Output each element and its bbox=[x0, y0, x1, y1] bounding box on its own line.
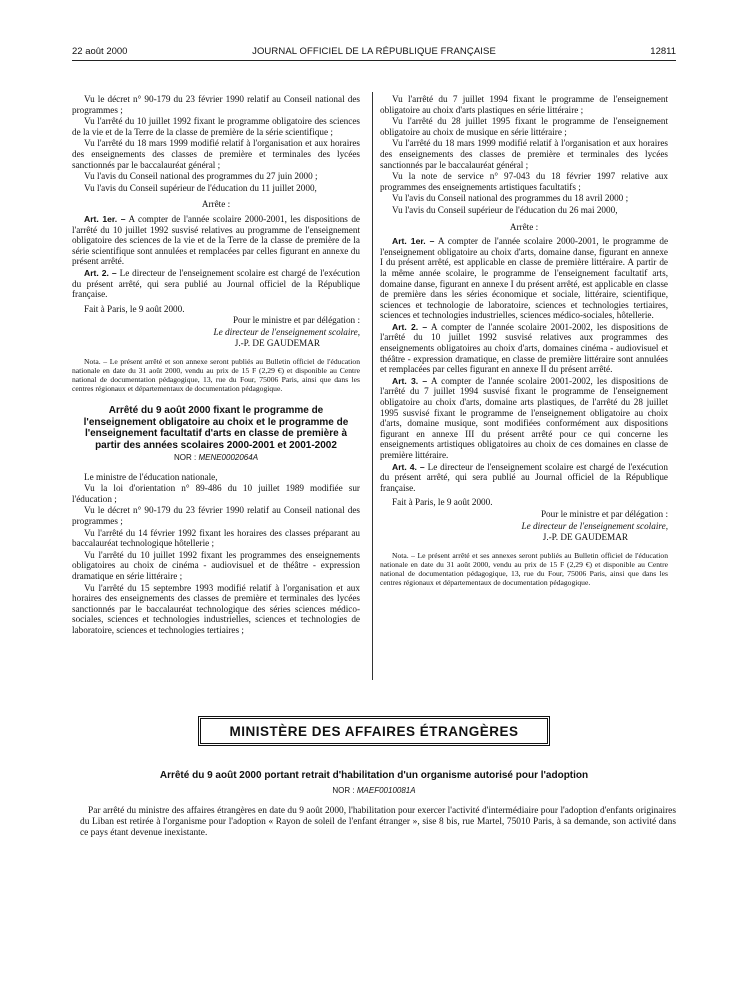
nor-reference bbox=[72, 786, 676, 795]
body-paragraph: Vu l'arrêté du 14 février 1992 fixant les horaires des classes préparant au baccalauréat technologique hôtellerie ; bbox=[72, 527, 360, 549]
signature-line-1: Pour le ministre et par délégation : bbox=[232, 315, 360, 326]
journal-title: JOURNAL OFFICIEL DE LA RÉPUBLIQUE FRANÇAISE bbox=[252, 46, 496, 57]
body-paragraph: Vu l'arrêté du 15 septembre 1993 modifié relatif à l'organisation et aux horaires des enseignements des classes de première et terminales des lycées sanctionnés par le baccalauréat technologique des séries sciences médico-sociales, sciences et technologies industrielles, sciences et technologies de laboratoire, sciences et technologies tertiaires ; bbox=[72, 582, 360, 635]
article-text: A compter de l'année scolaire 2000-2001, les dispositions de l'arrêté du 10 juillet 1992 susvisé relatives au programme de l'enseignement obligatoire des sciences de la vie et de la Terre de la classe de première de la série scientifique sont annulées et remplacées par celles figurant en annexe du présent arrêté. bbox=[72, 213, 361, 267]
body-paragraph: Par arrêté du ministre des affaires étrangères en date du 9 août 2000, l'habilitation pour exercer l'activité d'intermédiaire pour l'adoption d'enfants originaires du Liban est retirée à l'organisme pour l'adoption « Rayon de soleil de l'enfant étranger », sise 8 bis, rue Martel, 75010 Paris, à sa demande, son activité dans ce pays étant devenue inexistante. bbox=[80, 806, 676, 839]
signature-line-2: Le directeur de l'enseignement scolaire, bbox=[521, 520, 668, 531]
body-paragraph: Vu le décret n° 90-179 du 23 février 1990 relatif au Conseil national des programmes ; bbox=[72, 505, 360, 527]
nor-label: NOR : bbox=[332, 786, 355, 795]
article-label: Art. 2. – bbox=[392, 321, 428, 332]
column-divider bbox=[372, 92, 373, 680]
footnote: Nota. – Le présent arrêté et ses annexes seront publiés au Bulletin officiel de l'éducation nationale en date du 31 août 2000, vendu au prix de 15 F (2,29 €) et disponible au Centre national de documentation pédagogique, 13, rue du Four, 75006 Paris, ainsi que dans les centres régionaux et départementaux de documentation pédagogique. bbox=[380, 550, 668, 587]
article-label: Art. 1er. – bbox=[84, 213, 126, 224]
body-paragraph: Le ministre de l'éducation nationale, bbox=[84, 471, 218, 482]
visa-paragraph: Vu l'avis du Conseil national des programmes du 27 juin 2000 ; bbox=[84, 171, 318, 182]
article-3 bbox=[380, 376, 668, 461]
visa-paragraph: Vu l'arrêté du 10 juillet 1992 fixant le programme obligatoire des sciences de la vie et de la Terre de la classe de première de la série scientifique ; bbox=[72, 116, 360, 137]
header-date: 22 août 2000 bbox=[72, 46, 128, 57]
page-header bbox=[72, 46, 676, 61]
article-text: Le directeur de l'enseignement scolaire est chargé de l'exécution du présent arrêté, qui sera publié au Journal officiel de la République française. bbox=[380, 461, 668, 493]
visa-paragraph: Vu l'arrêté du 18 mars 1999 modifié relatif à l'organisation et aux horaires des enseignements des classes de première et terminales des lycées sanctionnés par le baccalauréat général ; bbox=[72, 138, 360, 170]
visa-paragraph: Vu le décret n° 90-179 du 23 février 1990 relatif au Conseil national des programmes ; bbox=[72, 94, 360, 115]
visa-paragraph: Vu l'avis du Conseil supérieur de l'éducation du 11 juillet 2000, bbox=[84, 182, 317, 193]
done-at: Fait à Paris, le 9 août 2000. bbox=[84, 303, 185, 314]
signatory-name: J.-P. DE GAUDEMAR bbox=[542, 532, 628, 543]
decree-title: Arrêté du 9 août 2000 portant retrait d'habilitation d'un organisme autorisé pour l'adoption bbox=[159, 770, 589, 781]
visa-paragraph: Vu l'arrêté du 7 juillet 1994 fixant le programme de l'enseignement obligatoire au choix d'arts plastiques en série littéraire ; bbox=[380, 94, 668, 115]
footnote: Nota. – Le présent arrêté et son annexe seront publiés au Bulletin officiel de l'éducation nationale en date du 31 août 2000, vendu au prix de 15 F (2,29 €) et disponible au Centre national de documentation pédagogique, 13, rue du Four, 75006 Paris, ainsi que dans les centres régionaux et départementaux de documentation pédagogique. bbox=[72, 357, 360, 394]
article-label: Art. 1er. – bbox=[392, 236, 435, 247]
article-text: A compter de l'année scolaire 2000-2001, le programme de l'enseignement obligatoire au choix d'arts, domaine danse, figurant en annexe I du présent arrêté, est applicable en classe de première littéraire. A partir de la même année scolaire, le programme de l'enseignement facultatif arts, domaine danse, figurant en annexe I du présent arrêté, est applicable en classe de première dans les séries économique et sociale, littéraire, scientifique, sciences et technologie de laboratoire, sciences et technologies tertiaires, sciences et technologies industrielles, sciences médico-sociales, hôtellerie. bbox=[380, 236, 669, 321]
article-1 bbox=[380, 236, 668, 321]
nor-code: MAEF0010081A bbox=[356, 786, 416, 795]
visa-paragraph: Vu l'avis du Conseil supérieur de l'éducation du 26 mai 2000, bbox=[392, 204, 618, 215]
signature-line-1: Pour le ministre et par délégation : bbox=[540, 508, 668, 519]
article-label: Art. 3. – bbox=[392, 375, 428, 386]
article-1 bbox=[72, 214, 360, 267]
article-2 bbox=[380, 322, 668, 375]
visa-paragraph: Vu l'avis du Conseil national des programmes du 18 avril 2000 ; bbox=[392, 193, 629, 204]
nor-reference bbox=[72, 453, 360, 464]
arrete-heading: Arrête : bbox=[509, 221, 539, 232]
nor-code: MENE0002064A bbox=[198, 453, 259, 463]
article-4 bbox=[380, 462, 668, 494]
article-text: Le directeur de l'enseignement scolaire est chargé de l'exécution du présent arrêté, qui sera publié au Journal officiel de la République française. bbox=[72, 267, 360, 300]
decree-title: Arrêté du 9 août 2000 fixant le programme de l'enseignement obligatoire au choix et le programme de l'enseignement facultatif d'arts en classe de première à partir des années scolaires 2000-2001 et 2001-2002 bbox=[83, 405, 349, 451]
body-paragraph: Vu la loi d'orientation n° 89-486 du 10 juillet 1989 modifiée sur l'éducation ; bbox=[72, 483, 360, 504]
decree-body bbox=[80, 806, 676, 840]
right-column bbox=[380, 94, 668, 588]
article-text: A compter de l'année scolaire 2001-2002, les dispositions de l'arrêté du 7 juillet 1994 susvisé fixant le programme de l'enseignement obligatoire au choix d'arts, domaine arts plastiques, de l'arrêté du 28 juillet 1995 susvisé fixant le programme de l'enseignement obligatoire au choix d'arts, domaine musique, sont modifiées conformément aux dispositions figurant en annexe III du présent arrêté pour ce qui concerne les enseignements artistiques obligatoires au choix de ces domaines en classe de première littéraire. bbox=[380, 375, 668, 460]
signature-line-2: Le directeur de l'enseignement scolaire, bbox=[213, 326, 360, 337]
article-label: Art. 2. – bbox=[84, 267, 117, 278]
page-number: 12811 bbox=[650, 46, 676, 57]
ministry-heading: MINISTÈRE DES AFFAIRES ÉTRANGÈRES bbox=[198, 716, 550, 746]
article-label: Art. 4. – bbox=[392, 461, 425, 472]
article-2 bbox=[72, 268, 360, 300]
signatory-name: J.-P. DE GAUDEMAR bbox=[234, 338, 320, 349]
visa-paragraph: Vu l'arrêté du 28 juillet 1995 fixant le programme de l'enseignement obligatoire au choix de musique en série littéraire ; bbox=[380, 116, 668, 137]
article-text: A compter de l'année scolaire 2001-2002, les dispositions de l'arrêté du 10 juillet 1992 susvisé relatives aux programmes des enseignements obligatoires au choix d'arts, domaines cinéma - audiovisuel et théâtre - expression dramatique, en classe de première littéraire sont annulées et remplacées par celles figurant en annexe II du présent arrêté. bbox=[380, 321, 668, 375]
arrete-heading: Arrête : bbox=[201, 199, 231, 210]
visa-paragraph: Vu l'arrêté du 18 mars 1999 modifié relatif à l'organisation et aux horaires des enseignements des classes de première et terminales des lycées sanctionnés par le baccalauréat général ; bbox=[380, 138, 668, 170]
left-column bbox=[72, 94, 360, 637]
nor-label: NOR : bbox=[173, 453, 197, 463]
done-at: Fait à Paris, le 9 août 2000. bbox=[392, 497, 493, 508]
visa-paragraph: Vu la note de service n° 97-043 du 18 février 1997 relative aux programmes des enseignements artistiques facultatifs ; bbox=[380, 171, 668, 192]
body-paragraph: Vu l'arrêté du 10 juillet 1992 fixant les programmes des enseignements obligatoires au choix de cinéma - audiovisuel et de théâtre - expression dramatique en série littéraire ; bbox=[72, 549, 360, 581]
